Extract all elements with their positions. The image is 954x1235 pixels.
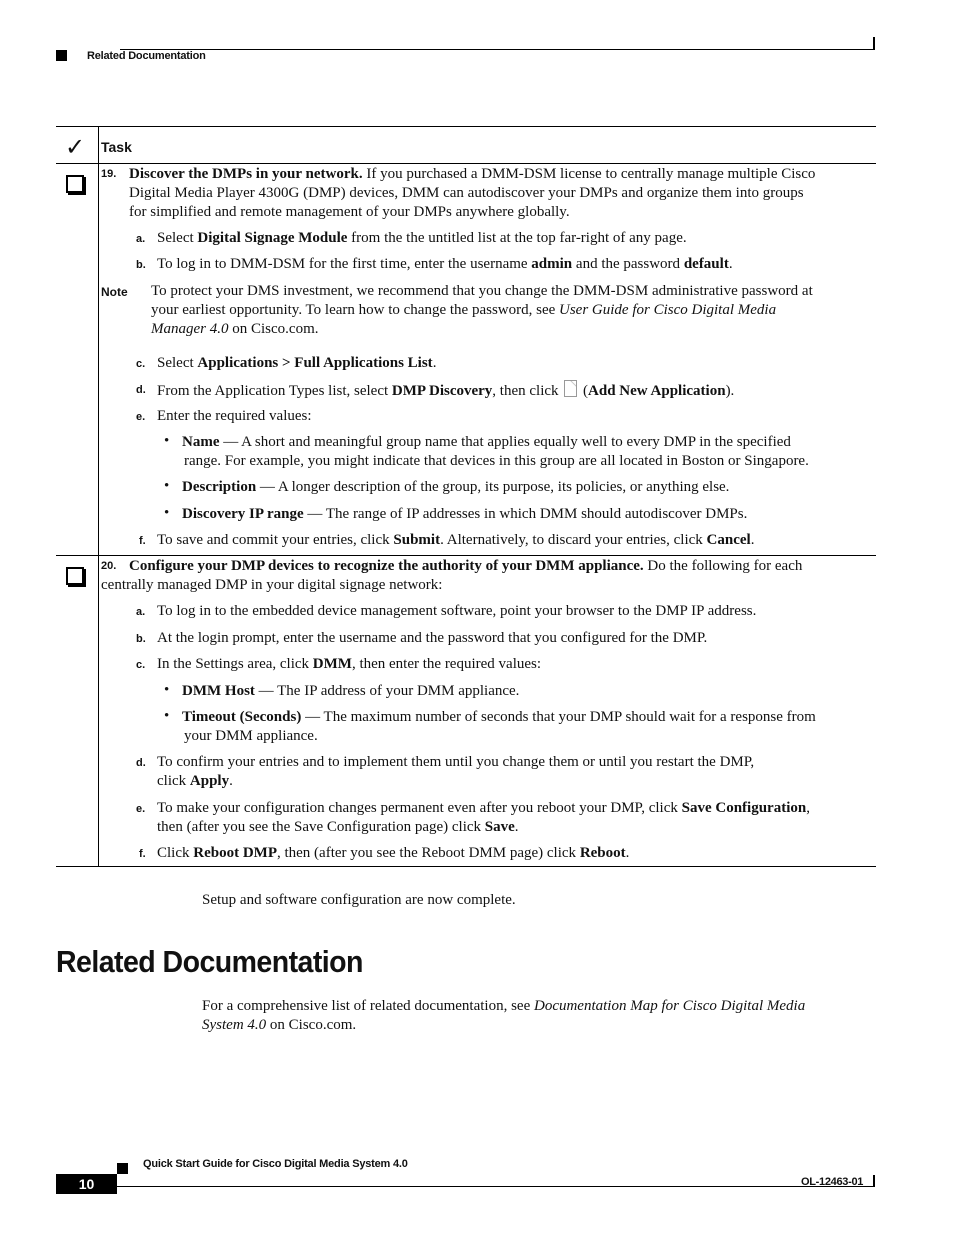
header-rule — [120, 49, 875, 50]
step-19-intro-1: If you purchased a DMM-DSM license to centrally manage multiple Cisco — [362, 166, 816, 182]
header-section-title: Related Documentation — [87, 50, 206, 62]
step-20d-text-1: To confirm your entries and to implement them until you change them or until you restart the DMP, — [157, 754, 755, 770]
step-20f-mid: , then (after you see the Reboot DMM page) click — [276, 845, 580, 861]
step-19d-post: ). — [725, 383, 735, 399]
name-text-2: range. For example, you might indicate that devices in this group are all located in Boston or Singapore. — [184, 453, 809, 469]
related-pre: For a comprehensive list of related documentation, see — [202, 998, 534, 1014]
step-20d-bold: Apply — [189, 773, 230, 789]
step-20-intro — [129, 557, 874, 576]
checkbox-step-19[interactable] — [66, 175, 84, 193]
documentation-map-link[interactable]: Documentation Map for Cisco Digital Media — [533, 998, 806, 1014]
step-20e-pre: To make your configuration changes permanent even after you reboot your DMP, click — [157, 800, 682, 816]
step-19a-post: from the the untitled list at the top far-right of any page. — [347, 230, 687, 246]
step-20b-letter: b. — [136, 633, 146, 645]
step-20c-text — [157, 655, 541, 674]
step-19b-bold2: default — [683, 256, 729, 272]
name-bold: Name — [182, 434, 220, 450]
bullet-icon: • — [164, 505, 170, 521]
checkbox-step-20[interactable] — [66, 567, 84, 585]
footer-square — [117, 1163, 128, 1174]
step-19e-letter: e. — [136, 411, 146, 423]
step-19a-letter: a. — [136, 233, 146, 245]
step-19-intro — [129, 165, 874, 222]
timeout-text: — The maximum number of seconds that your DMP should wait for a response from — [301, 709, 816, 725]
description-text: — A longer description of the group, its purpose, its policies, or anything else. — [256, 479, 730, 495]
description-bullet-text — [182, 478, 729, 497]
step-20a-text: To log in to the embedded device management software, point your browser to the DMP IP address. — [157, 603, 757, 619]
dmm-host-bullet-text — [182, 682, 519, 701]
step-20f-bold1: Reboot DMP — [193, 845, 277, 861]
step-20d-pre2: click — [157, 773, 190, 789]
step-19b-text — [157, 255, 733, 274]
name-bullet-text — [182, 433, 872, 471]
step-19f-pre: To save and commit your entries, click — [157, 532, 394, 548]
step-19d-text — [157, 380, 734, 401]
discovery-range-text: — The range of IP addresses in which DMM should autodiscover DMPs. — [303, 506, 748, 522]
step-20c-post: , then enter the required values: — [351, 656, 542, 672]
note-line-3-ital: Manager 4.0 — [151, 321, 229, 337]
description-bold: Description — [182, 479, 257, 495]
bullet-icon: • — [164, 478, 170, 494]
documentation-map-link-2[interactable]: System 4.0 — [202, 1017, 267, 1033]
step-19f-letter: f. — [139, 535, 146, 547]
step-19c-post: . — [432, 355, 437, 371]
step-19d-mid: , then click — [492, 383, 563, 399]
checkmark-icon: ✓ — [65, 135, 86, 161]
step-19f-bold2: Cancel — [706, 532, 751, 548]
step-20c-pre: In the Settings area, click — [157, 656, 313, 672]
step-19b-mid: and the password — [572, 256, 684, 272]
header-tick — [873, 37, 875, 50]
step-19b-bold1: admin — [531, 256, 573, 272]
step-20b-text: At the login prompt, enter the username and the password that you configured for the DMP. — [157, 630, 708, 646]
timeout-bullet-text — [182, 708, 874, 746]
step-20-number: 20. — [101, 560, 117, 572]
step-20-intro-2: centrally managed DMP in your digital signage network: — [101, 577, 443, 593]
step-20e-pre2: then (after you see the Save Configuration page) click — [157, 819, 485, 835]
step-20e-post2: . — [514, 819, 519, 835]
step-19c-bold: Applications > Full Applications List — [197, 355, 433, 371]
note-line-2: your earliest opportunity. To learn how to change the password, see — [151, 302, 560, 318]
step-19c-text — [157, 354, 436, 373]
step-20e-letter: e. — [136, 803, 146, 815]
step-19a-bold: Digital Signage Module — [197, 230, 348, 246]
step-19c-pre: Select — [157, 355, 198, 371]
step-20-title: Configure your DMP devices to recognize the authority of your DMM appliance. — [129, 558, 644, 574]
bullet-icon: • — [164, 708, 170, 724]
step-19d-bold2: Add New Application — [588, 383, 726, 399]
name-text: — A short and meaningful group name that applies equally well to every DMP in the specified — [219, 434, 791, 450]
step-19d-letter: d. — [136, 384, 146, 396]
step-20e-post: , — [806, 800, 810, 816]
related-documentation-heading: Related Documentation — [56, 944, 363, 979]
step-20-intro-1: Do the following for each — [643, 558, 803, 574]
note-text — [151, 282, 873, 339]
step-20f-pre: Click — [157, 845, 194, 861]
note-label: Note — [101, 285, 128, 299]
footer-tick — [873, 1175, 875, 1187]
step-20c-letter: c. — [136, 659, 146, 671]
note-line-2-ital: User Guide for Cisco Digital Media — [559, 302, 777, 318]
table-bottom-rule — [56, 866, 876, 867]
note-line-1: To protect your DMS investment, we recommend that you change the DMM-DSM administrative password at — [151, 283, 813, 299]
step-20d-text — [157, 753, 754, 791]
step-19d-bold: DMP Discovery — [391, 383, 493, 399]
step-20a-letter: a. — [136, 606, 146, 618]
step-19d-open: ( — [579, 383, 589, 399]
step-20e-text — [157, 799, 873, 837]
step-19-number: 19. — [101, 168, 117, 180]
table-column-divider — [98, 126, 99, 867]
discovery-range-bold: Discovery IP range — [182, 506, 304, 522]
step-20e-bold2: Save — [484, 819, 515, 835]
discovery-range-bullet-text — [182, 505, 747, 524]
step-19e-text: Enter the required values: — [157, 408, 312, 424]
step-19-intro-3: for simplified and remote management of your DMPs anywhere globally. — [129, 204, 570, 220]
step-20c-bold: DMM — [312, 656, 352, 672]
setup-complete-text: Setup and software configuration are now complete. — [202, 892, 516, 908]
note-line-3-post: on Cisco.com. — [228, 321, 319, 337]
table-row-divider — [56, 555, 876, 556]
step-19b-post: . — [728, 256, 733, 272]
step-20f-post: . — [625, 845, 630, 861]
step-19-title: Discover the DMPs in your network. — [129, 166, 363, 182]
related-post: on Cisco.com. — [266, 1017, 357, 1033]
document-id: OL-12463-01 — [801, 1176, 864, 1188]
footer-rule — [117, 1186, 875, 1187]
step-19b-letter: b. — [136, 259, 146, 271]
related-documentation-paragraph — [202, 997, 872, 1035]
step-20f-text — [157, 844, 629, 863]
dmm-host-bold: DMM Host — [182, 683, 255, 699]
step-20f-letter: f. — [139, 848, 146, 860]
step-19-intro-2: Digital Media Player 4300G (DMP) devices, DMM can autodiscover your DMPs and organize them into groups — [129, 185, 804, 201]
dmm-host-text: — The IP address of your DMM appliance. — [254, 683, 520, 699]
timeout-bold: Timeout (Seconds) — [182, 709, 302, 725]
step-20d-post: . — [229, 773, 233, 789]
step-19d-pre: From the Application Types list, select — [157, 383, 392, 399]
step-19b-pre: To log in to DMM-DSM for the first time, enter the username — [157, 256, 532, 272]
page-number: 10 — [78, 1176, 95, 1192]
task-column-header: Task — [101, 139, 132, 155]
timeout-text-2: your DMM appliance. — [184, 728, 318, 744]
table-header-rule — [56, 163, 876, 164]
bullet-icon: • — [164, 682, 170, 698]
step-19f-bold1: Submit — [393, 532, 441, 548]
step-20e-bold: Save Configuration — [681, 800, 807, 816]
add-new-application-icon — [564, 380, 577, 397]
footer-guide-title: Quick Start Guide for Cisco Digital Media System 4.0 — [143, 1158, 408, 1170]
bullet-icon: • — [164, 433, 170, 449]
step-19c-letter: c. — [136, 358, 146, 370]
step-19a-pre: Select — [157, 230, 198, 246]
step-19a-text — [157, 229, 687, 248]
step-20d-letter: d. — [136, 757, 146, 769]
header-square — [56, 50, 67, 61]
step-19f-text — [157, 531, 754, 550]
step-20f-bold2: Reboot — [579, 845, 626, 861]
step-19f-post: . — [750, 532, 755, 548]
table-top-rule — [56, 126, 876, 127]
step-19f-mid: . Alternatively, to discard your entries, click — [440, 532, 707, 548]
